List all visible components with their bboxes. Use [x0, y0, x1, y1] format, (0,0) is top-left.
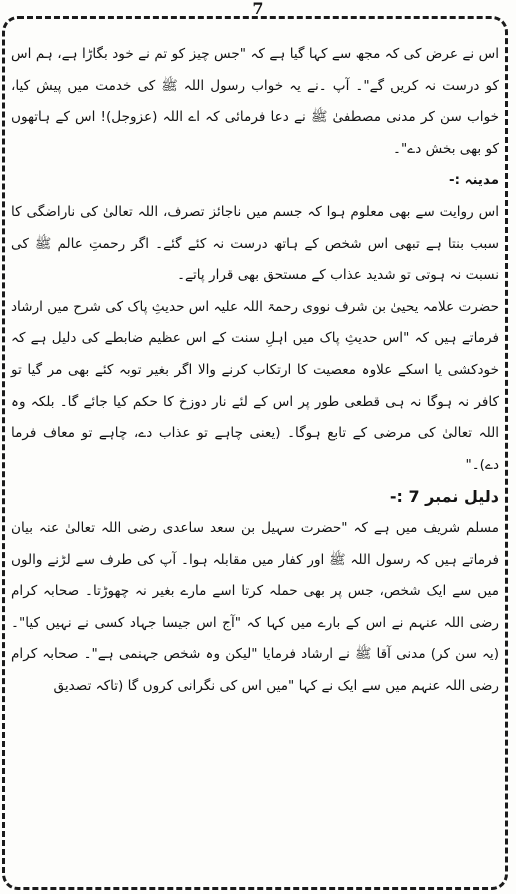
section-heading-evidence-7: دلیل نمبر 7 :-: [389, 487, 499, 507]
paragraph-dream-narration: اس نے عرض کی کہ مجھ سے کہا گیا ہے کہ "جس چیز کو تم نے خود بگاڑا ہے، ہم اس کو درست نہ کریں گے"۔ آپ ۔نے یہ خواب رسول اللہ ﷺ کی خدمت میں پیش کیا، خواب سن کر مدنی مصطفیٰ ﷺ نے دعا فرمائی کہ اے اللہ (عزوجل)! اس کے ہاتھوں کو بھی بخش دے"۔: [11, 46, 499, 157]
paragraph-nawawi-commentary: حضرت علامہ یحییٰ بن شرف نووی رحمۃ اللہ علیہ اس حدیثِ پاک کی شرح میں ارشاد فرماتے ہیں کہ "اس حدیثِ پاک میں اہلِ سنت کے اس عظیم ضابطے کی دلیل ہے کہ خودکشی یا اسکے علاوہ معصیت کا ارتکاب کرنے والا اگر بغیر توبہ کئے بھی مر گیا تو کافر نہ ہوگا نہ ہی قطعی طور پر اس کے لئے نار دوزخ کا حکم کیا جائے گا۔ بلکہ وہ اللہ تعالیٰ کی مرضی کے تابع ہوگا۔ (یعنی چاہے تو عذاب دے، چاہے تو معاف فرما دے)۔": [10, 298, 499, 473]
paragraph-lesson: اس روایت سے بھی معلوم ہوا کہ جسم میں ناجائز تصرف، اللہ تعالیٰ کی ناراضگی کا سبب بنتا ہے تبھی اس شخص کے ہاتھ درست نہ کئے گئے۔ اگر رحمتِ عالم ﷺ کی نسبت نہ ہوتی تو شدید عذاب کے مستحق بھی قرار پاتے۔: [11, 203, 499, 284]
section-heading-madina: مدینہ :-: [449, 173, 499, 189]
paragraph-muslim-narration: مسلم شریف میں ہے کہ "حضرت سہیل بن سعد ساعدی رضی اللہ تعالیٰ عنہ بیان فرماتے ہیں کہ رسول اللہ ﷺ اور کفار میں مقابلہ ہوا۔ آپ کی طرف سے لڑنے والوں میں سے ایک شخص، جس پر بھی حملہ کرتا اسے مارے بغیر نہ چھوڑتا۔ صحابہ کرام رضی اللہ عنہم نے اس کے بارے میں کہا کہ "آج اس جیسا جہاد کسی نے نہیں کیا"۔ (یہ سن کر) مدنی آقا ﷺ نے ارشاد فرمایا "لیکن وہ شخص جہنمی ہے"۔ صحابہ کرام رضی اللہ عنہم میں سے ایک نے کہا "میں اس کی نگرانی کروں گا (تاکہ تصدیق: [11, 519, 499, 694]
page-border-frame: [2, 16, 508, 890]
page-number: 7: [252, 0, 264, 18]
document-body: [11, 39, 499, 702]
